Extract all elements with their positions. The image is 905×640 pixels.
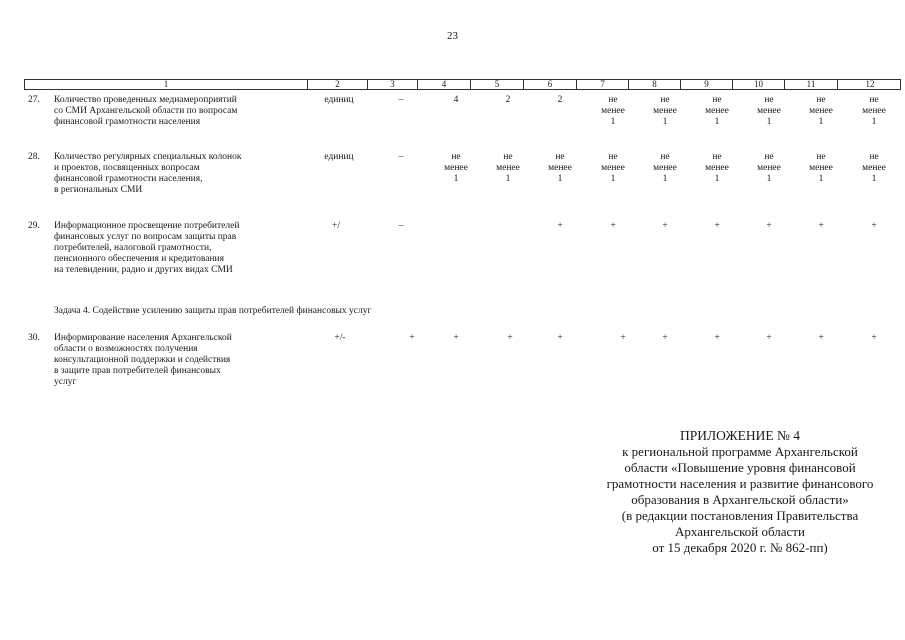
row-value: не менее 1 bbox=[496, 152, 520, 184]
row-value: не менее 1 bbox=[653, 152, 677, 184]
header-cell: 1 bbox=[163, 79, 169, 89]
row-value: не менее 1 bbox=[444, 152, 468, 184]
row-value: не менее 1 bbox=[757, 152, 781, 184]
row-number: 28. bbox=[28, 152, 40, 162]
row-unit: +/- bbox=[334, 333, 346, 343]
row-name: Количество проведенных медиамероприятий со СМИ Архангельской области по вопросам финансовой грамотности населения bbox=[54, 95, 238, 127]
row-value: + bbox=[557, 221, 563, 231]
row-c3: – bbox=[398, 221, 404, 231]
row-value: + bbox=[507, 333, 513, 343]
header-cell: 6 bbox=[523, 80, 576, 89]
row-value: не менее 1 bbox=[809, 152, 833, 184]
row-value: не менее 1 bbox=[601, 95, 625, 127]
row-name: Количество регулярных специальных колонок и проектов, посвященных вопросам финансовой грамотности населения, в региональных СМИ bbox=[54, 152, 242, 195]
row-value: не менее 1 bbox=[757, 95, 781, 127]
row-value: не менее 1 bbox=[705, 95, 729, 127]
appendix-line: к региональной программе Архангельской bbox=[622, 444, 858, 459]
appendix-line: области «Повышение уровня финансовой bbox=[624, 460, 856, 475]
header-cell: 5 bbox=[470, 80, 523, 89]
row-value: + bbox=[766, 221, 772, 231]
row-unit: +/ bbox=[332, 221, 340, 231]
appendix-line: образования в Архангельской области» bbox=[631, 492, 849, 507]
table-header-row bbox=[24, 79, 901, 90]
row-value: не менее 1 bbox=[653, 95, 677, 127]
header-cell: 4 bbox=[417, 80, 470, 89]
row-value: + bbox=[818, 333, 824, 343]
row-value: не менее 1 bbox=[862, 152, 886, 184]
row-unit: единиц bbox=[324, 152, 354, 162]
row-c3: – bbox=[398, 152, 404, 162]
row-c3: + bbox=[409, 333, 415, 343]
header-cell: 3 bbox=[367, 80, 417, 89]
appendix-block bbox=[580, 428, 900, 556]
row-value: + bbox=[714, 221, 720, 231]
row-number: 27. bbox=[28, 95, 40, 105]
row-value: + bbox=[871, 333, 877, 343]
row-value: не менее 1 bbox=[601, 152, 625, 184]
row-value: + bbox=[766, 333, 772, 343]
row-value: + bbox=[557, 333, 563, 343]
row-value: 2 bbox=[557, 95, 563, 105]
task-heading: Задача 4. Содействие усилению защиты прав потребителей финансовых услуг bbox=[54, 306, 372, 316]
row-value: не менее 1 bbox=[705, 152, 729, 184]
row-value: не менее 1 bbox=[862, 95, 886, 127]
row-value: + bbox=[714, 333, 720, 343]
appendix-line: Архангельской области bbox=[675, 524, 805, 539]
row-value: + bbox=[453, 333, 459, 343]
header-cell: 10 bbox=[732, 80, 784, 89]
header-cell: 7 bbox=[576, 80, 628, 89]
row-name: Информирование населения Архангельской области о возможностях получения консультационной поддержки и содействия в защите прав потребителей финансовых услуг bbox=[54, 333, 232, 387]
row-value: 4 bbox=[453, 95, 459, 105]
header-cell: 12 bbox=[837, 80, 902, 89]
appendix-line: грамотности населения и развитие финансового bbox=[606, 476, 874, 491]
page-number: 23 bbox=[447, 30, 458, 42]
appendix-line: от 15 декабря 2020 г. № 862-пп) bbox=[652, 540, 828, 555]
header-cell: 2 bbox=[307, 80, 367, 89]
row-number: 30. bbox=[28, 333, 40, 343]
row-value: + bbox=[662, 221, 668, 231]
row-value: + bbox=[871, 221, 877, 231]
row-unit: единиц bbox=[324, 95, 354, 105]
row-value: + bbox=[610, 221, 616, 231]
row-value: 2 bbox=[505, 95, 511, 105]
header-cell: 9 bbox=[680, 80, 732, 89]
header-cell: 11 bbox=[784, 80, 837, 89]
appendix-line: (в редакции постановления Правительства bbox=[621, 508, 859, 523]
row-value: + bbox=[662, 333, 668, 343]
row-value: + bbox=[818, 221, 824, 231]
row-value: не менее 1 bbox=[809, 95, 833, 127]
row-value: + bbox=[620, 333, 626, 343]
appendix-title: ПРИЛОЖЕНИЕ № 4 bbox=[679, 428, 801, 443]
row-c3: – bbox=[398, 95, 404, 105]
row-number: 29. bbox=[28, 221, 40, 231]
row-name: Информационное просвещение потребителей финансовых услуг по вопросам защиты прав потребителей, налоговой грамотности, пенсионного обеспечения и кредитования на телевидении, радио и других видах СМИ bbox=[54, 221, 240, 275]
header-cell: 8 bbox=[628, 80, 680, 89]
row-value: не менее 1 bbox=[548, 152, 572, 184]
